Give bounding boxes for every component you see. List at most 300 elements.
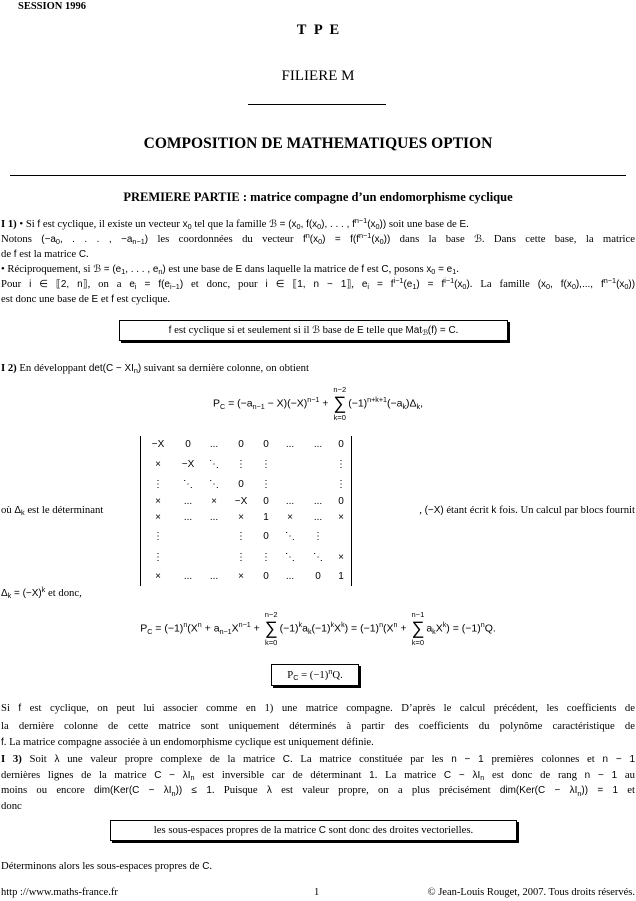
- matrix-empty-cell: [304, 476, 332, 494]
- math-run: 1: [369, 769, 375, 781]
- sum-lower-limit: k=0: [265, 638, 278, 647]
- superscript: n−1: [603, 276, 617, 285]
- math-run: ),..., f: [575, 279, 604, 290]
- math-run: λ: [266, 785, 272, 797]
- session-label: SESSION 1996: [18, 1, 86, 12]
- math-run: E: [459, 219, 467, 230]
- matrix-empty-cell: [304, 454, 332, 476]
- text-run: X: [435, 622, 443, 635]
- summation: [265, 610, 278, 647]
- matrix-entry: ⋮: [336, 479, 346, 490]
- subscript: i: [367, 282, 370, 292]
- math-run: E: [357, 325, 364, 336]
- subscript: i: [134, 282, 137, 292]
- text-run: est cyclique, il existe un vecteur: [40, 218, 183, 230]
- text-run: . Dans cette base, la matrice: [481, 233, 635, 245]
- subscript: 0: [317, 222, 322, 232]
- text-line: [1, 768, 635, 784]
- matrix-entry: ...: [183, 571, 193, 582]
- text-line: [1, 783, 635, 799]
- superscript: k: [41, 585, 46, 594]
- matrix-entry: ⋱: [183, 479, 193, 490]
- subscript: C: [293, 673, 299, 683]
- subscript: ℬ: [422, 328, 428, 338]
- question-label: I 2): [1, 362, 17, 374]
- matrix-entry: ...: [285, 439, 295, 450]
- text-run: tel que la famille: [191, 218, 270, 230]
- subscript: 0: [296, 222, 301, 232]
- math-run: = e: [435, 264, 453, 275]
- matrix-entry: ...: [285, 571, 295, 582]
- subscript: C: [220, 402, 226, 411]
- superscript: n: [197, 621, 202, 630]
- text-run: les sous-espaces propres de la matrice: [153, 824, 319, 836]
- math-run: λ: [54, 754, 60, 765]
- math-run: ) = f(f: [322, 234, 359, 245]
- math-run: E: [235, 264, 243, 275]
- subscript: 0: [55, 237, 60, 247]
- text-run: Notons: [1, 233, 42, 245]
- math-run: C − λI: [443, 769, 481, 781]
- matrix-entry: ⋮: [336, 459, 346, 470]
- text-run: P: [140, 622, 148, 635]
- text-run: est cyclique, on peut lui associer comme en 1) une matrice compagne. D’après le calcul précédent, les coefficients de: [21, 702, 635, 714]
- sigma-symbol: ∑: [333, 393, 347, 413]
- matrix-entry: ⋱: [209, 459, 219, 470]
- matrix-entry: ⋱: [285, 531, 295, 542]
- matrix-entry: 0: [263, 439, 269, 450]
- matrix-entry: 0: [238, 479, 244, 490]
- math-run: (−a: [41, 234, 56, 245]
- text-run: moins ou encore: [1, 784, 95, 797]
- text-run: soit une base de: [386, 218, 460, 230]
- subscript: k: [21, 508, 25, 518]
- matrix-entry: ×: [238, 571, 244, 582]
- text-run: telle que: [363, 324, 406, 336]
- text-line: [1, 277, 635, 292]
- text-run: (−a: [386, 397, 403, 410]
- text-run: (−1): [279, 622, 299, 635]
- subscript: 1: [121, 267, 126, 277]
- text-run: . La matrice constituée par les: [289, 753, 452, 765]
- text-run: les coordonnées du vecteur: [148, 233, 303, 245]
- subscript: 0: [462, 282, 467, 292]
- text-run: = (−1): [298, 669, 329, 681]
- text-run: est inversible car de déterminant: [194, 768, 370, 781]
- math-run: E: [91, 294, 99, 305]
- subscript: k: [307, 627, 312, 636]
- subscript: n: [190, 773, 195, 783]
- text-run: premières colonnes et: [483, 753, 603, 765]
- subscript: 0: [624, 282, 629, 292]
- matrix-entry: ...: [209, 571, 219, 582]
- subscript: n−1: [132, 237, 145, 247]
- math-run: n − 1: [451, 754, 484, 765]
- superscript: k: [341, 621, 345, 630]
- math-run: )): [379, 219, 387, 230]
- result-box-pc: [271, 664, 359, 686]
- matrix-entry: 0: [185, 439, 191, 450]
- subscript: n: [480, 773, 485, 783]
- text-run: sont donc des droites vectorielles.: [325, 824, 474, 836]
- text-run: (X: [187, 622, 198, 635]
- math-run: )) ≤ 1: [175, 785, 212, 797]
- matrix-entry: 0: [263, 496, 269, 507]
- matrix-entry: ⋱: [313, 552, 323, 563]
- text-run: a: [302, 622, 308, 635]
- matrix-entry: ...: [183, 512, 193, 523]
- math-run: , . . . , e: [125, 264, 159, 275]
- math-run: f: [361, 264, 365, 275]
- subscript: n: [171, 788, 176, 798]
- superscript: n: [305, 231, 310, 240]
- math-run: C: [78, 249, 87, 260]
- text-run: ,: [420, 397, 424, 410]
- text-run: (−1): [311, 622, 331, 635]
- text-run: Déterminons alors les sous-espaces propres de: [1, 860, 203, 872]
- subscript: k: [7, 591, 12, 601]
- matrix-entry: 0: [338, 439, 344, 450]
- summation: [333, 385, 346, 422]
- math-run: )) = 1: [581, 785, 619, 797]
- sigma-symbol: ∑: [411, 618, 425, 638]
- math-run: ): [144, 234, 149, 245]
- text-run: ) = (−1): [344, 622, 380, 635]
- text-run: est la matrice: [16, 248, 79, 260]
- superscript: i−1: [393, 276, 404, 285]
- math-run: (x: [454, 279, 463, 290]
- filiere-label: FILIERE M: [281, 68, 355, 84]
- text-run: .: [456, 263, 459, 275]
- text-run: . La matrice compagne associée à un endomorphisme cyclique est uniquement définie.: [3, 736, 374, 748]
- text-line: [1, 232, 635, 247]
- text-run: dernières lignes de la matrice: [1, 768, 155, 781]
- math-run: (x: [367, 219, 376, 230]
- subscript: 1: [452, 267, 457, 277]
- sum-upper-limit: n−2: [333, 385, 347, 394]
- math-run: C: [318, 825, 326, 836]
- matrix-entry: ×: [211, 496, 217, 507]
- math-run: ): [162, 264, 166, 275]
- text-run: Q.: [484, 622, 496, 635]
- superscript: n: [480, 621, 485, 630]
- math-run: (x: [537, 279, 546, 290]
- text-run: +: [250, 622, 263, 635]
- text-run: base de: [319, 324, 357, 336]
- matrix-entry: 1: [338, 571, 344, 582]
- footer-copyright: © Jean-Louis Rouget, 2007. Tous droits réservés.: [427, 887, 635, 898]
- math-run: n − 1: [602, 754, 636, 765]
- text-run: , posons: [388, 263, 427, 275]
- text-run: +: [319, 397, 332, 410]
- text-run: Si: [1, 702, 19, 714]
- math-run: i ∈ ⟦1, n − 1⟧: [265, 279, 352, 290]
- sum-upper-limit: n−2: [264, 610, 278, 619]
- math-run: = f: [369, 279, 394, 290]
- next-step-line: [1, 858, 635, 875]
- text-run: .: [209, 860, 213, 872]
- summation: [411, 610, 424, 647]
- subscript: C: [147, 627, 153, 636]
- text-run: ) = (−1): [446, 622, 481, 635]
- matrix-entry: 1: [263, 512, 269, 523]
- math-run: k: [491, 505, 497, 516]
- text-run: est donc de rang: [484, 768, 585, 781]
- matrix-entry: ...: [209, 439, 219, 450]
- matrix-entry: ...: [285, 496, 295, 507]
- matrix-entry: −X: [151, 439, 165, 450]
- matrix-entry: ×: [338, 512, 344, 523]
- matrix-entry: −X: [234, 496, 248, 507]
- math-run: f: [37, 219, 41, 230]
- formula-characteristic-polynomial: [0, 385, 636, 422]
- text-run: • Si: [16, 218, 38, 230]
- matrix-empty-cell: [276, 454, 304, 476]
- matrix-entry: ×: [238, 512, 244, 523]
- superscript: i−1: [444, 276, 455, 285]
- text-run: et: [98, 293, 112, 305]
- math-run: x: [182, 219, 188, 230]
- math-run: Δ: [1, 588, 8, 599]
- subscript: 0: [571, 282, 576, 292]
- text-line: [1, 217, 635, 232]
- text-run: .: [466, 218, 469, 230]
- question-1-paragraph: [1, 217, 635, 307]
- subscript: 0: [318, 237, 323, 247]
- subscript: n: [577, 788, 582, 798]
- question-2-conclusion: [1, 700, 635, 752]
- math-run: (x: [616, 279, 625, 290]
- matrix-entry: ⋮: [153, 479, 163, 490]
- subscript: n: [133, 366, 138, 376]
- subscript: k: [432, 627, 436, 636]
- superscript: n−1: [354, 216, 368, 225]
- math-run: ℬ: [312, 325, 320, 336]
- matrix-entry: 0: [315, 571, 321, 582]
- math-run: n − 1: [584, 769, 618, 781]
- text-line: [1, 718, 635, 735]
- text-run: est cyclique si et seulement si il: [171, 324, 313, 336]
- text-run: est cyclique.: [113, 293, 171, 305]
- math-run: e: [129, 279, 135, 290]
- title-divider: [248, 104, 386, 105]
- question-label: I 3): [1, 753, 22, 765]
- text-run: (X: [383, 622, 394, 635]
- superscript: k: [330, 621, 335, 630]
- text-run: P: [212, 397, 220, 410]
- superscript: k: [442, 621, 447, 630]
- matrix-empty-cell: [202, 526, 226, 548]
- math-run: ) = f: [416, 279, 445, 290]
- subscript: k: [416, 402, 421, 411]
- delta-k-line: [1, 585, 82, 602]
- text-run: la dernière colonne de cette matrice sont uniquement déterminés à partir des coefficients du polynôme caractéristique de: [1, 719, 635, 732]
- matrix-entry: ×: [287, 512, 293, 523]
- matrix-entry: ⋱: [209, 479, 219, 490]
- matrix-entry: ⋱: [285, 552, 295, 563]
- text-run: où: [1, 504, 15, 516]
- math-run: (x: [371, 234, 380, 245]
- text-run: est une base de: [165, 263, 236, 275]
- text-run: (−1): [348, 397, 368, 410]
- math-run: f: [111, 294, 114, 305]
- subscript: 1: [412, 282, 417, 292]
- math-run: C − λI: [154, 769, 191, 781]
- determinant-matrix: [140, 436, 352, 586]
- math-run: ): [179, 279, 184, 290]
- math-run: C: [282, 754, 290, 765]
- text-run: − X)(−X): [264, 397, 308, 410]
- matrix-entry: 0: [263, 531, 269, 542]
- text-run: et: [618, 784, 635, 797]
- text-run: . Puisque: [211, 784, 267, 797]
- text-line: [1, 799, 635, 815]
- text-run: a: [426, 622, 433, 635]
- text-line: [1, 752, 635, 768]
- text-run: + a: [201, 622, 220, 635]
- matrix-entry: ×: [155, 496, 161, 507]
- math-run: i ∈ ⟦2, n⟧: [29, 279, 88, 290]
- text-run: donc: [1, 800, 22, 813]
- math-run: ), . . . , f: [321, 219, 355, 230]
- matrix-entry: 0: [263, 571, 269, 582]
- text-run: dans la base: [390, 233, 475, 245]
- math-run: , f(x: [300, 219, 318, 230]
- footer-url: http ://www.maths-france.fr: [1, 887, 118, 898]
- math-run: f: [18, 703, 22, 714]
- subscript: 0: [379, 237, 384, 247]
- matrix-entry: ⋮: [261, 552, 271, 563]
- text-run: )Δ: [406, 397, 417, 410]
- text-run: +: [397, 622, 410, 635]
- text-run: de: [1, 248, 14, 260]
- text-line: [1, 292, 635, 307]
- determinant-caption-left: [1, 502, 103, 519]
- section-divider: [10, 175, 626, 176]
- text-run: P: [287, 669, 294, 681]
- math-run: (−X): [424, 505, 444, 516]
- math-run: )): [628, 279, 636, 290]
- question-2-intro: [1, 360, 635, 377]
- math-run: f: [13, 249, 17, 260]
- math-run: (e: [403, 279, 413, 290]
- text-run: = (−1): [152, 622, 184, 635]
- math-run: = f(e: [136, 279, 170, 290]
- text-run: une valeur propre complexe de la matrice: [59, 753, 283, 765]
- math-run: x: [426, 264, 432, 275]
- math-run: e: [361, 279, 368, 290]
- matrix-entry: ⋮: [313, 531, 323, 542]
- matrix-entry: 0: [238, 439, 244, 450]
- subscript: n: [158, 267, 163, 277]
- matrix-entry: ...: [313, 439, 323, 450]
- subscript: 0: [187, 222, 192, 232]
- matrix-entry: ...: [209, 512, 219, 523]
- math-run: det(C − XI: [88, 363, 134, 374]
- math-run: Δ: [14, 505, 21, 516]
- math-run: f: [168, 325, 172, 336]
- superscript: n−1: [358, 231, 372, 240]
- matrix-entry: ...: [313, 512, 323, 523]
- math-run: = (−X): [11, 588, 42, 599]
- matrix-entry: −X: [181, 459, 195, 470]
- page-number: 1: [314, 887, 320, 898]
- math-run: dim(Ker(C − λI: [94, 785, 172, 797]
- sum-lower-limit: k=0: [333, 413, 346, 422]
- matrix-empty-cell: [174, 526, 202, 548]
- text-run: et donc,: [45, 587, 82, 599]
- text-run: . La matrice: [374, 768, 444, 781]
- matrix-entry: ×: [155, 571, 161, 582]
- superscript: n: [379, 621, 384, 630]
- math-run: ): [466, 279, 470, 290]
- text-run: est donc une base de: [1, 293, 92, 305]
- matrix-entry: ⋮: [153, 552, 163, 563]
- text-run: • Réciproquement, si: [1, 263, 94, 275]
- text-run: X: [231, 622, 239, 635]
- math-run: f: [302, 234, 306, 245]
- matrix-entry: 0: [338, 496, 344, 507]
- matrix-empty-cell: [276, 476, 304, 494]
- matrix-entry: ×: [155, 512, 161, 523]
- text-run: .: [455, 324, 459, 336]
- sum-lower-limit: k=0: [411, 638, 425, 647]
- subscript: i−1: [169, 282, 180, 292]
- math-run: ): [137, 363, 142, 374]
- text-run: est valeur propre, on a plus précisément: [271, 784, 500, 797]
- text-run: ,: [419, 504, 425, 516]
- composition-title: COMPOSITION DE MATHEMATIQUES OPTION: [143, 135, 493, 152]
- formula-pc-equals-q: [0, 610, 636, 647]
- text-line: [1, 700, 635, 718]
- math-run: , . . . , −a: [59, 234, 133, 245]
- text-run: et donc, pour: [183, 278, 266, 290]
- text-run: . La famille: [469, 278, 538, 290]
- matrix-empty-cell: [174, 548, 202, 568]
- text-run: étant écrit: [443, 504, 492, 516]
- matrix-entry: ×: [338, 552, 344, 563]
- matrix-empty-cell: [332, 526, 350, 548]
- text-run: Q.: [332, 669, 343, 681]
- subscript: n−1: [219, 627, 232, 636]
- text-run: fois. Un calcul par blocs fournit: [496, 504, 635, 516]
- matrix-entry: ⋮: [153, 531, 163, 542]
- superscript: n+k+1: [367, 396, 387, 405]
- text-run: est: [364, 263, 382, 275]
- exam-name: T P E: [296, 22, 340, 38]
- superscript: n: [183, 621, 188, 630]
- text-line: [1, 262, 635, 277]
- subscript: 0: [431, 267, 436, 277]
- text-line: [1, 734, 635, 752]
- math-run: , f(x: [550, 279, 572, 290]
- matrix-entry: ...: [183, 496, 193, 507]
- text-run: .: [86, 248, 89, 260]
- subscript: 0: [375, 222, 380, 232]
- math-run: C: [202, 861, 210, 872]
- result-box-eigenspaces: [110, 820, 517, 841]
- matrix-entry: ...: [313, 496, 323, 507]
- text-run: X: [334, 622, 342, 635]
- subscript: k: [402, 402, 407, 411]
- text-run: Soit: [21, 753, 55, 765]
- text-run: au: [617, 768, 635, 781]
- matrix-entry: ⋮: [261, 459, 271, 470]
- text-run: suivant sa dernière colonne, on obtient: [141, 362, 309, 374]
- sum-upper-limit: n−1: [411, 610, 425, 619]
- sigma-symbol: ∑: [264, 618, 278, 638]
- math-run: (f) = C: [427, 325, 456, 336]
